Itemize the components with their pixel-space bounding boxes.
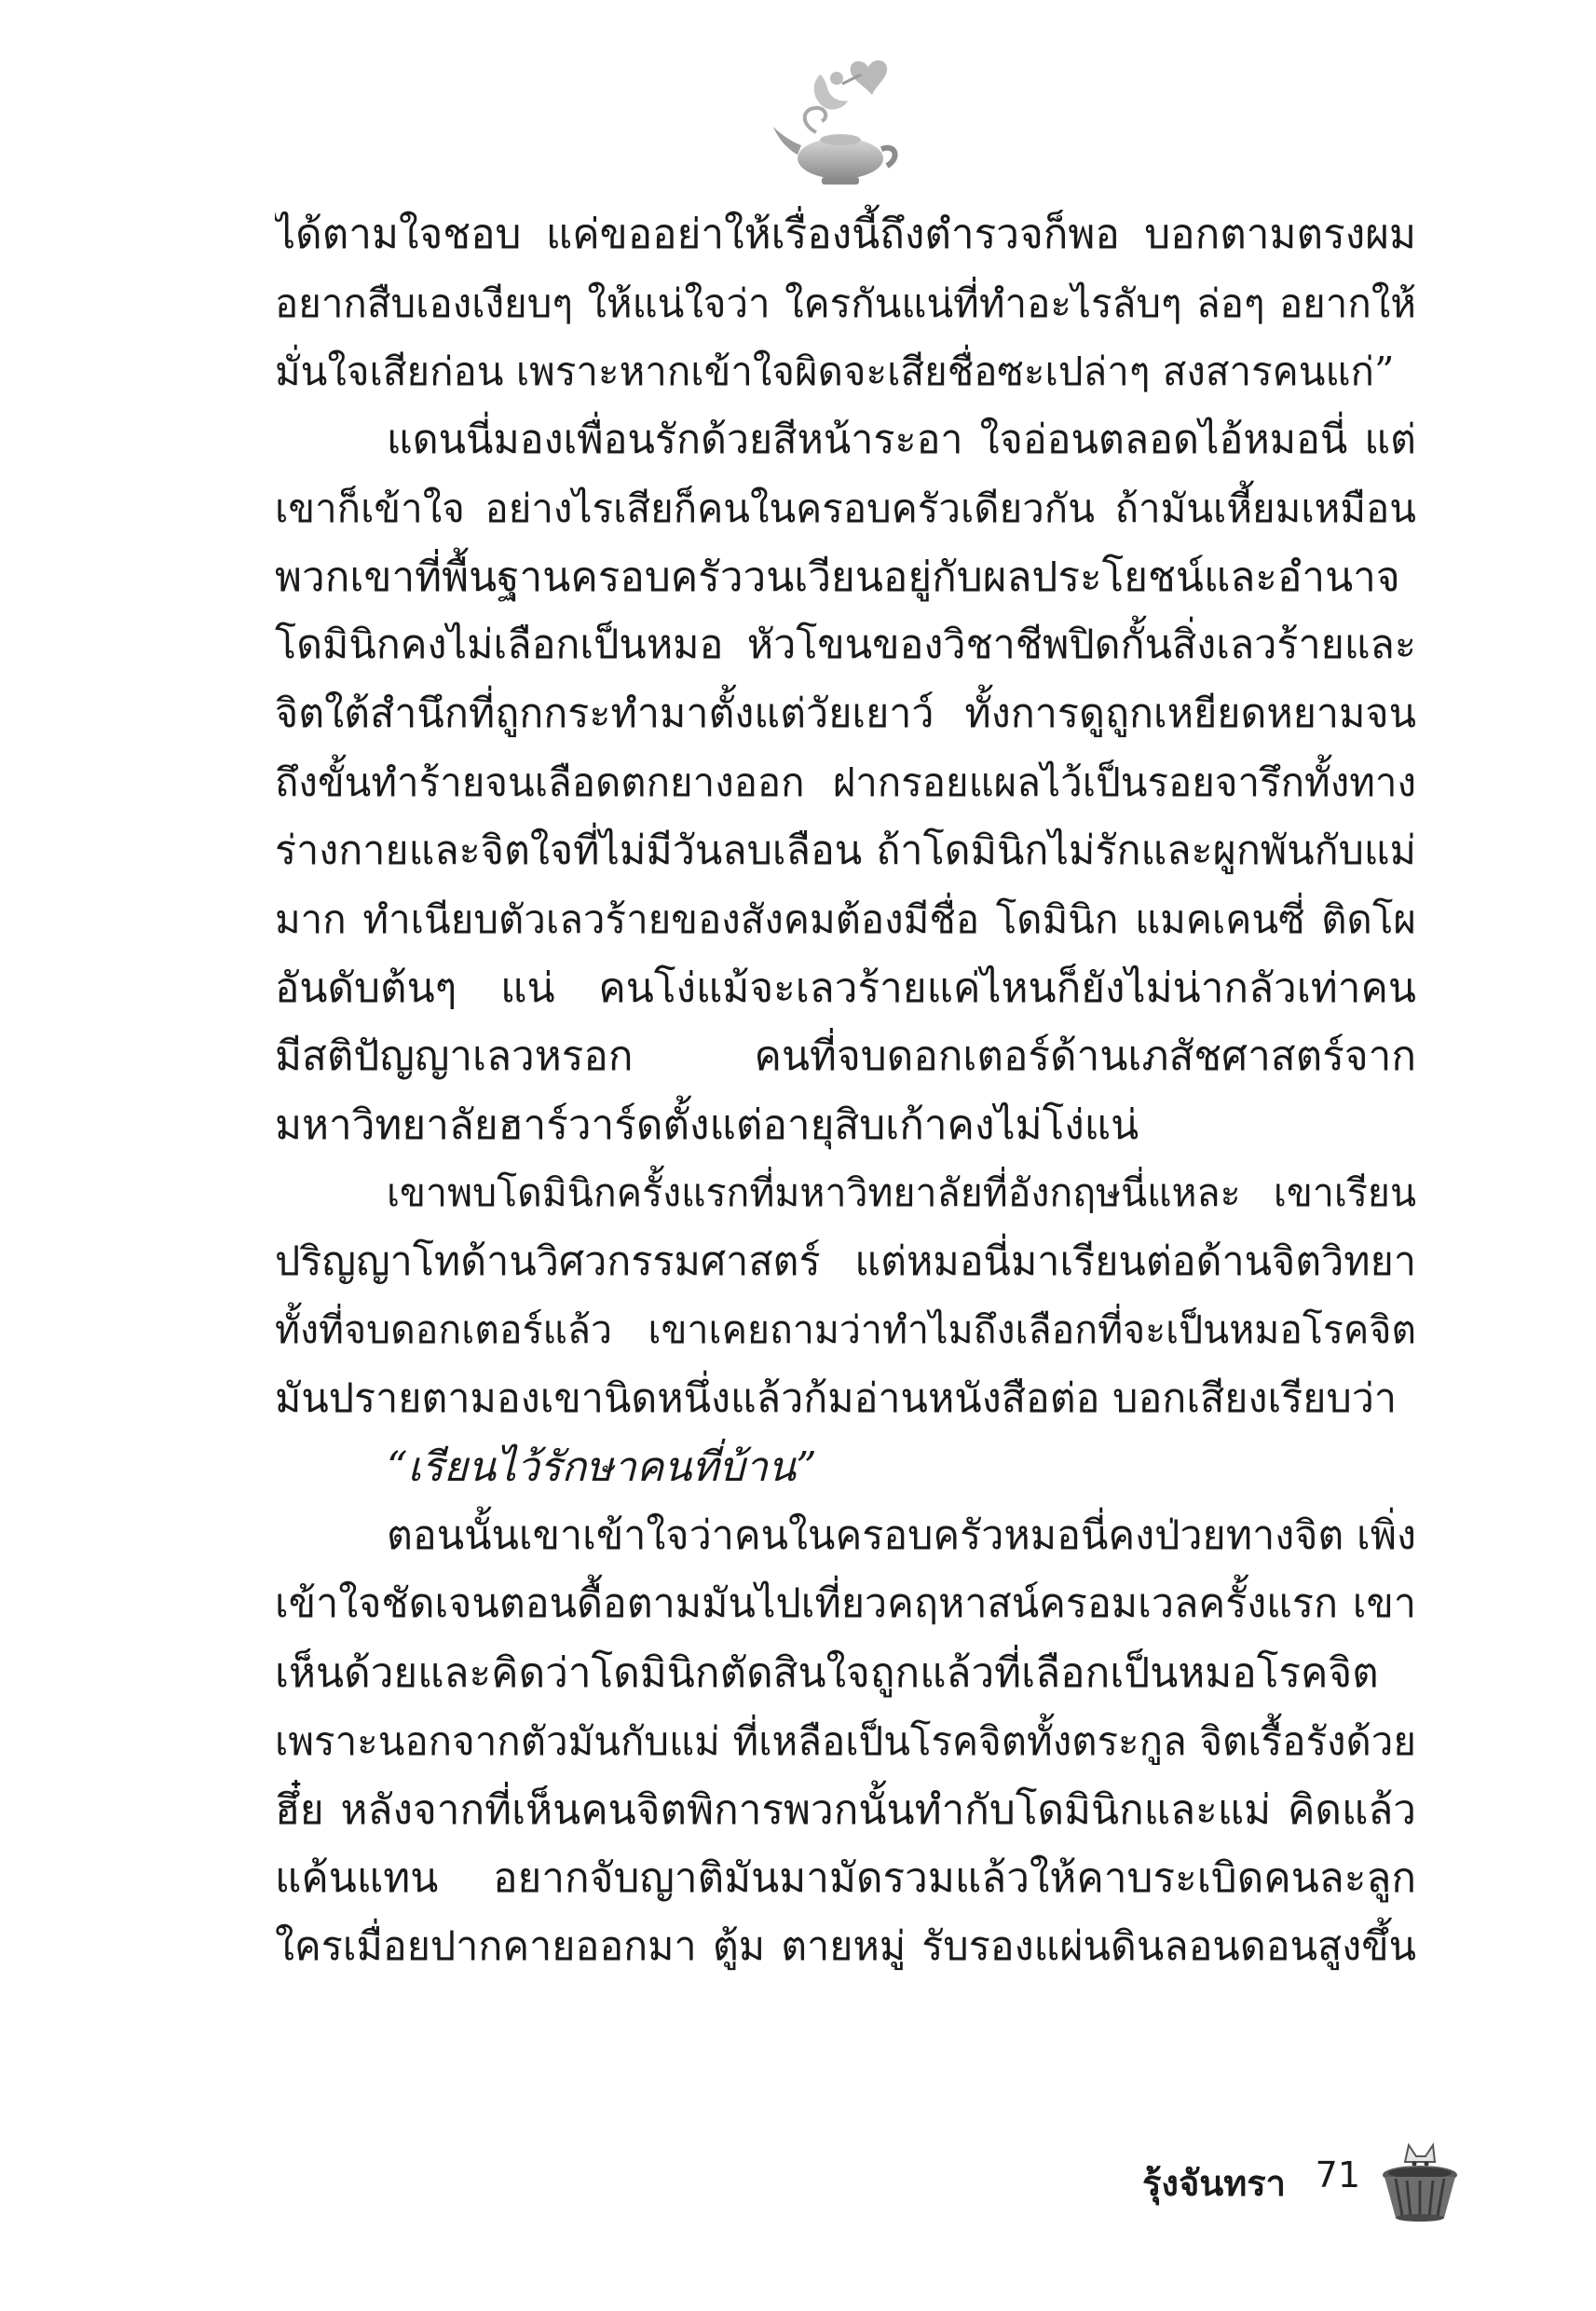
text-line: แค้นแทน อยากจับญาติมันมามัดรวมแล้วให้คาบระเบิดคนละลูก	[275, 1854, 1416, 1902]
text-line: ทั้งที่จบดอกเตอร์แล้ว เขาเคยถามว่าทำไมถึงเลือกที่จะเป็นหมอโรคจิต	[275, 1307, 1416, 1352]
text-line: เห็นด้วยและคิดว่าโดมินิกตัดสินใจถูกแล้วที่เลือกเป็นหมอโรคจิต	[275, 1648, 1379, 1697]
text-line: เข้าใจชัดเจนตอนดื้อตามมันไปเที่ยวคฤหาสน์ครอมเวลครั้งแรก เขา	[275, 1580, 1416, 1627]
text-line: มีสติปัญญาเลวหรอก คนที่จบดอกเตอร์ด้านเภสัชศาสตร์จาก	[275, 1032, 1416, 1080]
page-footer	[1071, 2134, 1463, 2236]
body-text	[275, 200, 1416, 1981]
text-line: ปริญญาโทด้านวิศวกรรมศาสตร์ แต่หมอนี่มาเรียนต่อด้านจิตวิทยา	[275, 1238, 1416, 1285]
book-title: รุ้งจันทรา	[1141, 2163, 1286, 2204]
text-line: โดมินิกคงไม่เลือกเป็นหมอ หัวโขนของวิชาชีพปิดกั้นสิ่งเลวร้ายและ	[275, 622, 1416, 668]
cat-in-cup-icon	[1377, 2134, 1463, 2227]
quoted-line: “เรียนไว้รักษาคนที่บ้าน”	[387, 1443, 817, 1491]
text-line: แดนนี่มองเพื่อนรักด้วยสีหน้าระอา ใจอ่อนตลอดไอ้หมอนี่ แต่	[387, 416, 1416, 463]
text-line: มั่นใจเสียก่อน เพราะหากเข้าใจผิดจะเสียชื่อซะเปล่าๆ สงสารคนแก่”	[275, 349, 1395, 394]
text-line: เขาก็เข้าใจ อย่างไรเสียก็คนในครอบครัวเดียวกัน ถ้ามันเหี้ยมเหมือน	[275, 485, 1416, 531]
teapot-angel-icon	[764, 47, 913, 196]
text-line: อันดับต้นๆ แน่ คนโง่แม้จะเลวร้ายแค่ไหนก็ยังไม่น่ากลัวเท่าคน	[275, 964, 1416, 1012]
text-line: จิตใต้สำนึกที่ถูกกระทำมาตั้งแต่วัยเยาว์ ทั้งการดูถูกเหยียดหยามจน	[275, 690, 1416, 737]
text-line: ฮึ๋ย หลังจากที่เห็นคนจิตพิการพวกนั้นทำกับโดมินิกและแม่ คิดแล้ว	[275, 1785, 1416, 1834]
text-line: เขาพบโดมินิกครั้งแรกที่มหาวิทยาลัยที่อังกฤษนี่แหละ เขาเรียน	[387, 1170, 1416, 1215]
page-number: 71	[1315, 2154, 1360, 2195]
text-line: มาก ทำเนียบตัวเลวร้ายของสังคมต้องมีชื่อ โดมินิก แมคเคนซี่ ติดโผ	[275, 896, 1416, 942]
text-line: ตอนนั้นเขาเข้าใจว่าคนในครอบครัวหมอนี่คงป่วยทางจิต เพิ่ง	[387, 1511, 1416, 1559]
text-line: ถึงขั้นทำร้ายจนเลือดตกยางออก ฝากรอยแผลไว้เป็นรอยจารึกทั้งทาง	[275, 759, 1416, 805]
text-line: ใครเมื่อยปากคายออกมา ตู้ม ตายหมู่ รับรองแผ่นดินลอนดอนสูงขึ้น	[275, 1922, 1416, 1970]
text-line: เพราะนอกจากตัวมันกับแม่ ที่เหลือเป็นโรคจิตทั้งตระกูล จิตเรื้อรังด้วย	[275, 1718, 1416, 1764]
text-line: ได้ตามใจชอบ แค่ขออย่าให้เรื่องนี้ถึงตำรวจก็พอ บอกตามตรงผม	[275, 211, 1416, 258]
text-line: มหาวิทยาลัยฮาร์วาร์ดตั้งแต่อายุสิบเก้าคงไม่โง่แน่	[275, 1101, 1139, 1149]
text-line: อยากสืบเองเงียบๆ ให้แน่ใจว่า ใครกันแน่ที่ทำอะไรลับๆ ล่อๆ อยากให้	[275, 280, 1416, 326]
text-line: พวกเขาที่พื้นฐานครอบครัววนเวียนอยู่กับผลประโยชน์และอำนาจ	[275, 553, 1400, 601]
header-ornament	[764, 47, 913, 196]
text-line: ร่างกายและจิตใจที่ไม่มีวันลบเลือน ถ้าโดมินิกไม่รักและผูกพันกับแม่	[275, 827, 1416, 874]
text-line: มันปรายตามองเขานิดหนึ่งแล้วก้มอ่านหนังสือต่อ บอกเสียงเรียบว่า	[275, 1374, 1398, 1422]
